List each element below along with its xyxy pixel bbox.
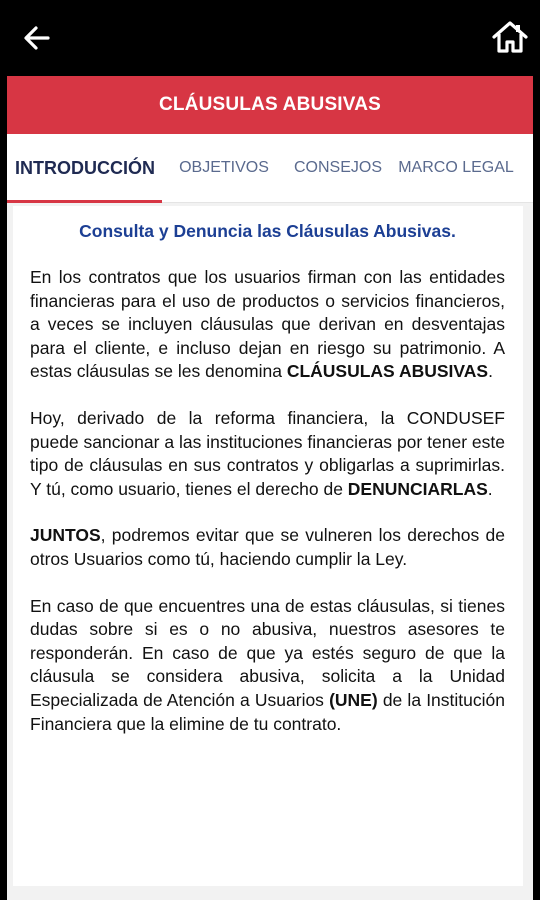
paragraph-1: En los contratos que los usuarios firman con las entidades financieras para el uso de productos o servicios financieros, a veces se incluyen cláusulas que derivan en desventajas para el cliente, e incluso dejan en riesgo su patrimonio. A estas cláusulas se les denomina CLÁUSULAS ABUSIVAS. <box>30 267 505 382</box>
page-title: CLÁUSULAS ABUSIVAS <box>7 76 533 134</box>
content-panel <box>7 76 533 900</box>
top-bar <box>0 0 540 76</box>
paragraph-4: En caso de que encuentres una de estas cláusulas, si tienes dudas sobre si es o no abusiva, nuestros asesores te responderán. En caso de que ya estés seguro de que la cláusula se considera abusiva, solicita a la Unidad Especializada de Atención a Usuarios (UNE) de la Institución Financiera que la elimine de tu contrato. <box>30 595 505 734</box>
paragraph-2: Hoy, derivado de la reforma financiera, la CONDUSEF puede sancionar a las instituciones financieras por tener este tipo de cláusulas en sus contratos y obligarlas a suprimirlas. Y tú, como usuario, tienes el derecho de DENUNCIARLAS. <box>30 407 505 499</box>
tab-introduccion[interactable]: INTRODUCCIÓN <box>15 158 155 178</box>
tab-objetivos[interactable]: OBJETIVOS <box>179 159 269 176</box>
tab-bar <box>7 134 533 203</box>
arrow-left-icon <box>18 20 58 56</box>
paragraph-3: JUNTOS, podremos evitar que se vulneren los derechos de otros Usuarios como tú, haciendo cumplir la Ley. <box>30 525 505 569</box>
active-tab-indicator <box>7 200 162 203</box>
tab-consejos[interactable]: CONSEJOS <box>293 159 382 176</box>
home-icon <box>490 18 530 56</box>
content-card <box>13 206 523 886</box>
back-button[interactable] <box>18 20 58 56</box>
section-heading: Consulta y Denuncia las Cláusulas Abusivas. <box>79 221 456 241</box>
home-button[interactable] <box>490 18 530 56</box>
tab-marco-legal[interactable]: MARCO LEGAL <box>398 159 514 176</box>
